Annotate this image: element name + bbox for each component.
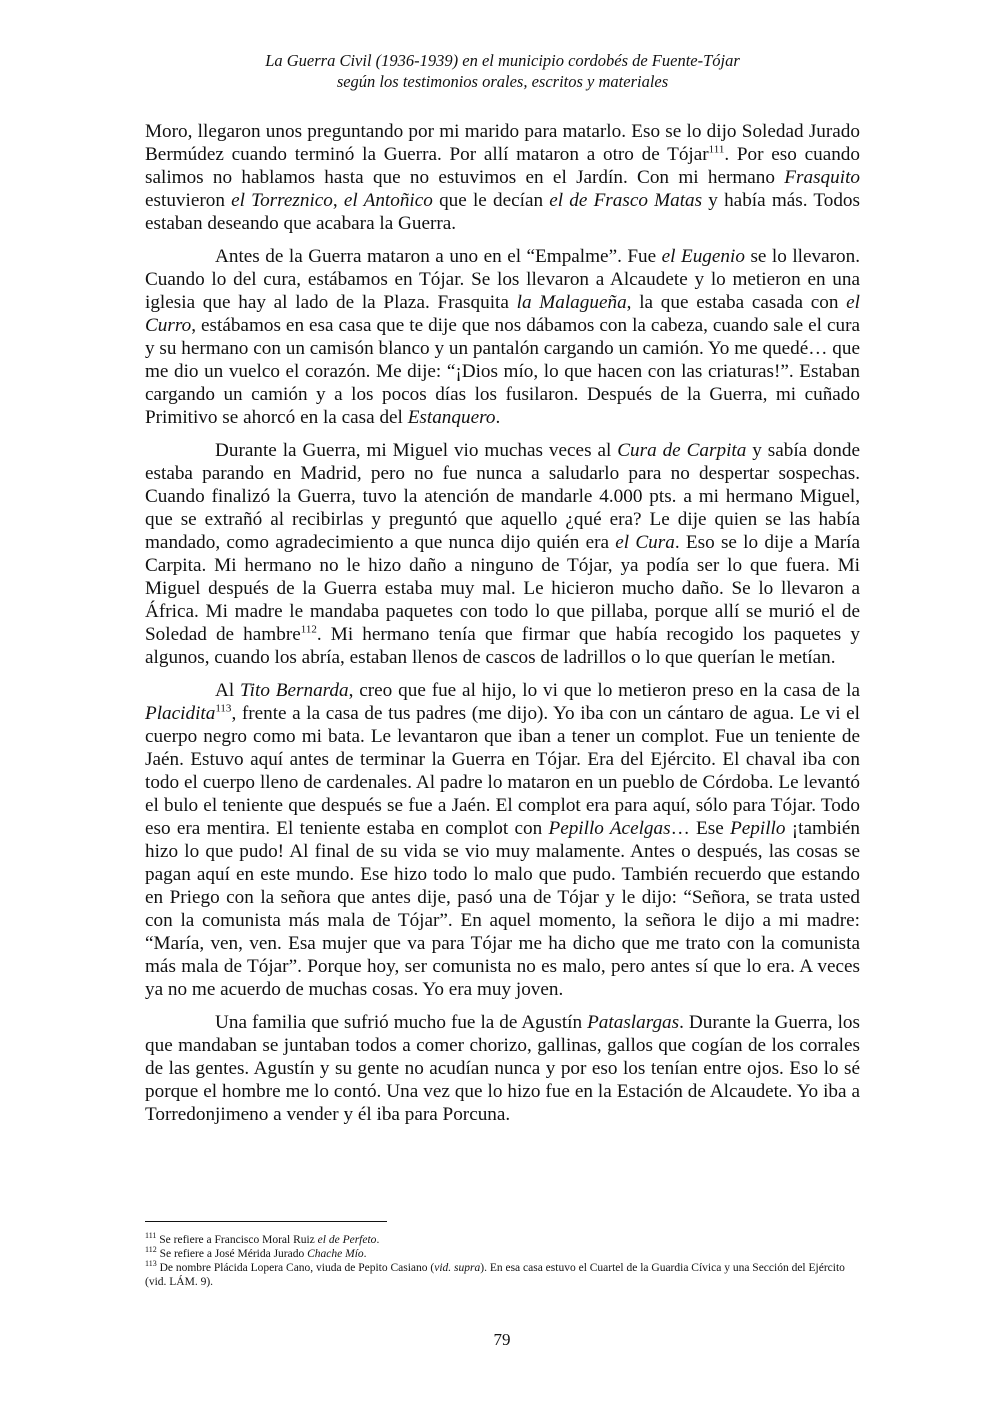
italic-text: el de Perfeto — [317, 1234, 377, 1246]
italic-text: el Eugenio — [661, 246, 745, 267]
text-run: . Eso se lo dije a María Carpita. Mi hermano no le hizo daño a ninguno de Tójar, ya podía ser lo que fuera. Mi Miguel después de la Guerra estaba muy mal. Le hicieron mucho daño. Se lo llevaron a África. Mi madre le mandaba paquetes con todo lo que pillaba, porque allí se murió el de Soledad de hambre — [145, 532, 860, 645]
italic-text: vid. supra — [434, 1262, 481, 1274]
text-run: Antes de la Guerra mataron a uno en el “Empalme”. Fue — [215, 246, 662, 267]
text-run: Moro, llegaron unos preguntando por mi marido para matarlo. Eso se lo dijo Soledad Jurado Bermúdez cuando terminó la Guerra. Por allí mataron a otro de Tójar — [145, 121, 860, 165]
text-run: , la que estaba casada con — [626, 292, 847, 313]
text-run: De nombre Plácida Lopera Cano, viuda de Pepito Casiano ( — [156, 1262, 435, 1274]
italic-text: Tito Bernarda — [240, 680, 349, 701]
text-run: … Ese — [670, 818, 731, 839]
text-run: ¡también hizo lo que pudo! Al final de su vida se vio muy malamente. Antes o después, las cosas se pagan aquí en este mundo. Ese hizo todo lo malo que pudo. También recuerdo que estando en Priego con la señora que antes dije, pasó una de Tójar y le dijo: “Señora, se trata usted con la comunista más mala de Tójar”. En aquel momento, la señora le dijo a mi madre: “María, ven, ven. Esa mujer que va para Tójar me ha dicho que me trato con la comunista más mala de Tójar”. Porque hoy, ser comunista no es malo, pero antes sí que lo era. A veces ya no me acuerdo de muchas cosas. Yo era muy joven. — [145, 818, 860, 1000]
italic-text: el Curro — [145, 292, 860, 336]
footnotes — [145, 1233, 860, 1289]
footnote-ref: 111 — [145, 1231, 157, 1241]
paragraph — [145, 1011, 860, 1126]
footnote-ref: 113 — [215, 702, 232, 715]
text-run: y había más. Todos estaban deseando que acabara la Guerra. — [145, 190, 860, 234]
italic-text: el Antoñico — [343, 190, 433, 211]
text-run: . — [376, 1234, 380, 1246]
italic-text: la Malagueña — [516, 292, 627, 313]
text-run: que le decían — [432, 190, 550, 211]
text-run: Al — [215, 680, 241, 701]
italic-text: Chache Mío — [307, 1248, 364, 1260]
italic-text: el Cura — [615, 532, 675, 553]
italic-text: Placidita — [145, 703, 216, 724]
paragraph — [145, 679, 860, 1001]
text-run: . Mi hermano tenía que firmar que había recogido los paquetes y algunos, cuando los abría, estaban llenos de cascos de ladrillos o lo que querían le metían. — [145, 624, 861, 668]
paragraph — [145, 439, 860, 669]
text-run: . — [495, 407, 501, 428]
footnote-ref: 112 — [300, 623, 317, 636]
italic-text: Pepillo Acelgas — [548, 818, 671, 839]
text-run: y sabía donde estaba parando en Madrid, pero no fue nunca a saludarlo para no despertar sospechas. Cuando finalizó la Guerra, tuvo la atención de mandarle 4.000 pts. a mi hermano Miguel, que se extrañó al recibirlas y preguntó que aquello ¿qué era? Le dije quien se las había mandado, como agradecimiento a que nunca dijo quién era — [145, 440, 860, 553]
paragraph — [145, 120, 860, 235]
italic-text: Cura de Carpita — [617, 440, 747, 461]
text-run: Se refiere a Francisco Moral Ruiz — [156, 1234, 318, 1246]
footnote — [145, 1247, 860, 1261]
running-header — [145, 50, 860, 92]
paragraph — [145, 245, 860, 429]
page-number: 79 — [493, 1330, 511, 1349]
text-run: , estábamos en esa casa que te dije que nos dábamos con la cabeza, cuando sale el cura y su hermano con un camisón blanco y un pantalón cargando un camión. Yo me quedé… que me dio un vuelco el corazón. Me dije: “¡Dios mío, lo que hacen con las criaturas!”. Estaban cargando un camión y a los pocos días los fusilaron. Después de la Guerra, mi cuñado Primitivo se ahorcó en la casa del — [145, 315, 860, 428]
text-run: estuvieron — [145, 190, 232, 211]
footnote-ref: 111 — [708, 143, 725, 156]
text-run: , creo que fue al hijo, lo vi que lo metieron preso en la casa de la — [348, 680, 860, 701]
footnote — [145, 1233, 860, 1247]
text-run: Durante la Guerra, mi Miguel vio muchas veces al — [215, 440, 618, 461]
text-run: ). En esa casa estuvo el Cuartel de la Guardia Cívica y una Sección del Ejército (vid. LÁM. 9). — [145, 1262, 845, 1288]
body-text — [145, 120, 860, 1136]
text-run: , — [332, 190, 344, 211]
text-run: Una familia que sufrió mucho fue la de Agustín — [215, 1012, 588, 1033]
footnote-ref: 113 — [145, 1259, 157, 1269]
text-run: . Durante la Guerra, los que mandaban se juntaban todos a comer chorizo, gallinas, gallos que cogían de los corrales de las gentes. Agustín y su gente no acudían nunca y por eso los tenían entre ojos. Eso lo sé porque el hombre me lo contó. Una vez que lo hizo fue en la Estación de Alcaudete. Yo iba a Torredonjimeno a vender y él iba para Porcuna. — [145, 1012, 860, 1125]
italic-text: el Torreznico — [231, 190, 333, 211]
italic-text: Estanquero — [407, 407, 496, 428]
footnote-separator — [145, 1221, 387, 1222]
text-run: , frente a la casa de tus padres (me dijo). Yo iba con un cántaro de agua. Le vi el cuerpo negro como mi bata. Le levantaron que iban a tener un complot. Fue un teniente de Jaén. Estuvo aquí antes de terminar la Guerra en Tójar. Era del Ejército. El chaval iba con todo el cuerpo lleno de cardenales. Al padre lo mataron en un pueblo de Córdoba. Le levantó el bulo el teniente que después se fue a Jaén. El complot era para aquí, sólo para Tójar. Todo eso era mentira. El teniente estaba en complot con — [145, 703, 860, 839]
text-run: . — [363, 1248, 367, 1260]
header-line-1: La Guerra Civil (1936-1939) en el municipio cordobés de Fuente-Tójar — [265, 51, 740, 70]
text-run: se lo llevaron. Cuando lo del cura, estábamos en Tójar. Se los llevaron a Alcaudete y lo metieron en una iglesia que hay al lado de la Plaza. Frasquita — [145, 246, 860, 313]
footnote-ref: 112 — [145, 1245, 157, 1255]
italic-text: Pepillo — [730, 818, 786, 839]
text-run: Se refiere a José Mérida Jurado — [156, 1248, 308, 1260]
footnote — [145, 1261, 860, 1289]
italic-text: Frasquito — [784, 167, 860, 188]
header-line-2: según los testimonios orales, escritos y materiales — [336, 72, 669, 91]
italic-text: el de Frasco Matas — [549, 190, 703, 211]
italic-text: Pataslargas — [587, 1012, 680, 1033]
text-run: . Por eso cuando salimos no hablamos hasta que no estuvimos en el Jardín. Con mi hermano — [145, 144, 860, 188]
